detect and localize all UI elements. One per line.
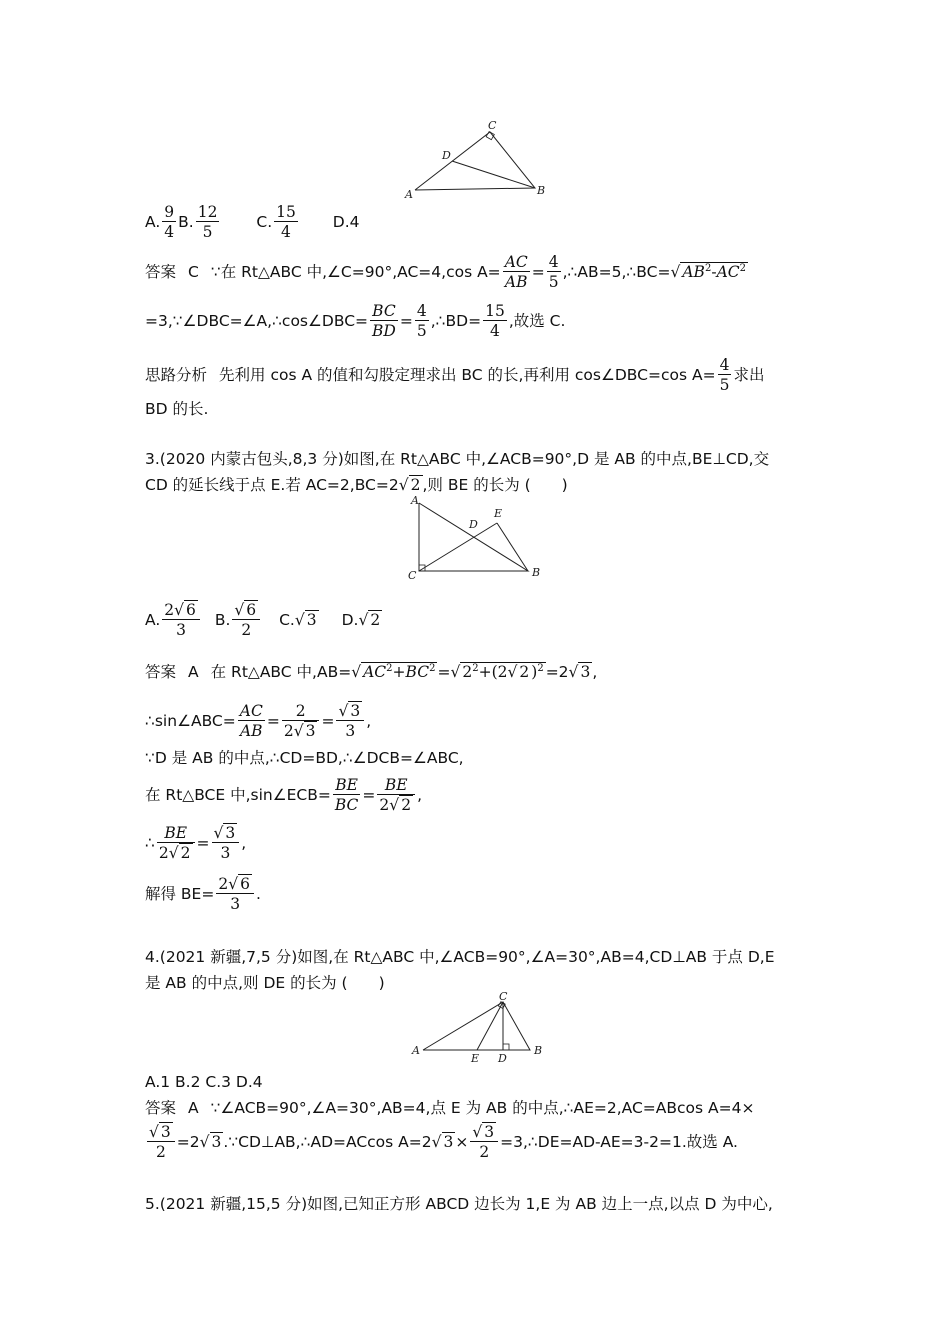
analysis-tag: 思路分析 [145, 365, 208, 384]
q5-stem-line1: 5.(2021 新疆,15,5 分)如图,已知正方形 ABCD 边长为 1,E 为 AB 边上一点,以点 D 为中心, [145, 1195, 773, 1213]
label-b: B [537, 184, 546, 197]
q3-answer-line4: 在 Rt△BCE 中,sin∠ECB= $\frac{BE}{BC}$ = $\frac{BE}{2√ 2}$ , [145, 776, 422, 815]
q4-stem-line1: 4.(2021 新疆,7,5 分)如图,在 Rt△ABC 中,∠ACB=90°,∠A=30°,AB=4,CD⊥AB 于点 D,E [145, 948, 775, 966]
label-c: C [499, 990, 508, 1003]
q2-answer-line2: =3,∵∠DBC=∠A,∴cos∠DBC= $\frac{BC}{BD}$ = $\frac{4}{5}$ ,∴BD= $\frac{15}{4}$ ,故选 C. [145, 302, 566, 341]
q3-stem-line2: CD 的延长线于点 E.若 AC=2,BC=2√ 2 ,则 BE 的长为 ( ) [145, 476, 568, 494]
q2-analysis-line1: 思路分析 先利用 cos A 的值和勾股定理求出 BC 的长,再利用 cos∠DBC=cos A= $\frac{4}{5}$ 求出 [145, 356, 765, 395]
q4-options: A.1 B.2 C.3 D.4 [145, 1073, 263, 1091]
label-b: B [534, 1044, 543, 1057]
label-c: C [408, 569, 417, 582]
q2-options: A. $\frac{9}{4}$ B. $\frac{12}{5}$ C. $\frac{15}{4}$ D.4 [145, 203, 360, 242]
label-e: E [494, 507, 503, 520]
q4-answer-line1: 答案 A ∵∠ACB=90°,∠A=30°,AB=4,点 E 为 AB 的中点,∴AE=2,AC=ABcos A=4× [145, 1099, 755, 1117]
figure-3 [405, 990, 555, 1065]
label-c: C [488, 120, 497, 132]
label-d: D [442, 149, 451, 162]
answer-tag: 答案 [145, 663, 177, 681]
label-a: A [412, 1044, 420, 1057]
q3-answer-line5: ∴ $\frac{BE}{2√ 2}$ = $\frac{√ 3}{3}$ , [145, 824, 247, 863]
label-a: A [411, 495, 419, 507]
figure-1 [400, 120, 550, 200]
q3-answer-line3: ∵D 是 AB 的中点,∴CD=BD,∴∠DCB=∠ABC, [145, 749, 464, 767]
q3-options: A. $\frac{2√ 6}{3}$ B. $\frac{√ 6}{2}$ C.√ 3 D.√ 2 [145, 601, 381, 640]
q3-answer-line6: 解得 BE= $\frac{2√ 6}{3}$ . [145, 875, 261, 914]
label-b: B [532, 566, 541, 579]
label-d: D [469, 518, 478, 531]
answer-tag: 答案 [145, 1099, 177, 1117]
label-d: D [498, 1052, 507, 1065]
q4-answer-line2: $\frac{√ 3}{2}$ =2√ 3 .∵CD⊥AB,∴AD=ACcos A=2√ 3 × $\frac{√ 3}{2}$ =3,∴DE=AD-AE=3-2=1.故选 A. [149, 1123, 738, 1162]
q2-answer-line1: 答案 C ∵在 Rt△ABC 中,∠C=90°,AC=4,cos A= $\frac{AC}{AB}$ = $\frac{4}{5}$ ,∴AB=5,∴BC=√ $AB^2-AC^2$ [145, 253, 747, 292]
figure-2 [400, 495, 550, 585]
label-e: E [471, 1052, 480, 1065]
q2-analysis-line2: BD 的长. [145, 400, 209, 418]
q3-answer-line2: ∴sin∠ABC= $\frac{AC}{AB}$ = $\frac{2}{2√ 3}$ = $\frac{√ 3}{3}$ , [145, 702, 372, 741]
q3-answer-line1: 答案 A 在 Rt△ABC 中,AB=√ $AC^2+BC^2$ =√ $2^2+(2√$ 2 )$^2$ =2√ 3 , [145, 663, 598, 681]
answer-tag: 答案 [145, 262, 177, 281]
q4-stem-line2: 是 AB 的中点,则 DE 的长为 ( ) [145, 974, 385, 992]
label-a: A [405, 188, 413, 200]
q3-stem-line1: 3.(2020 内蒙古包头,8,3 分)如图,在 Rt△ABC 中,∠ACB=90°,D 是 AB 的中点,BE⊥CD,交 [145, 450, 770, 468]
